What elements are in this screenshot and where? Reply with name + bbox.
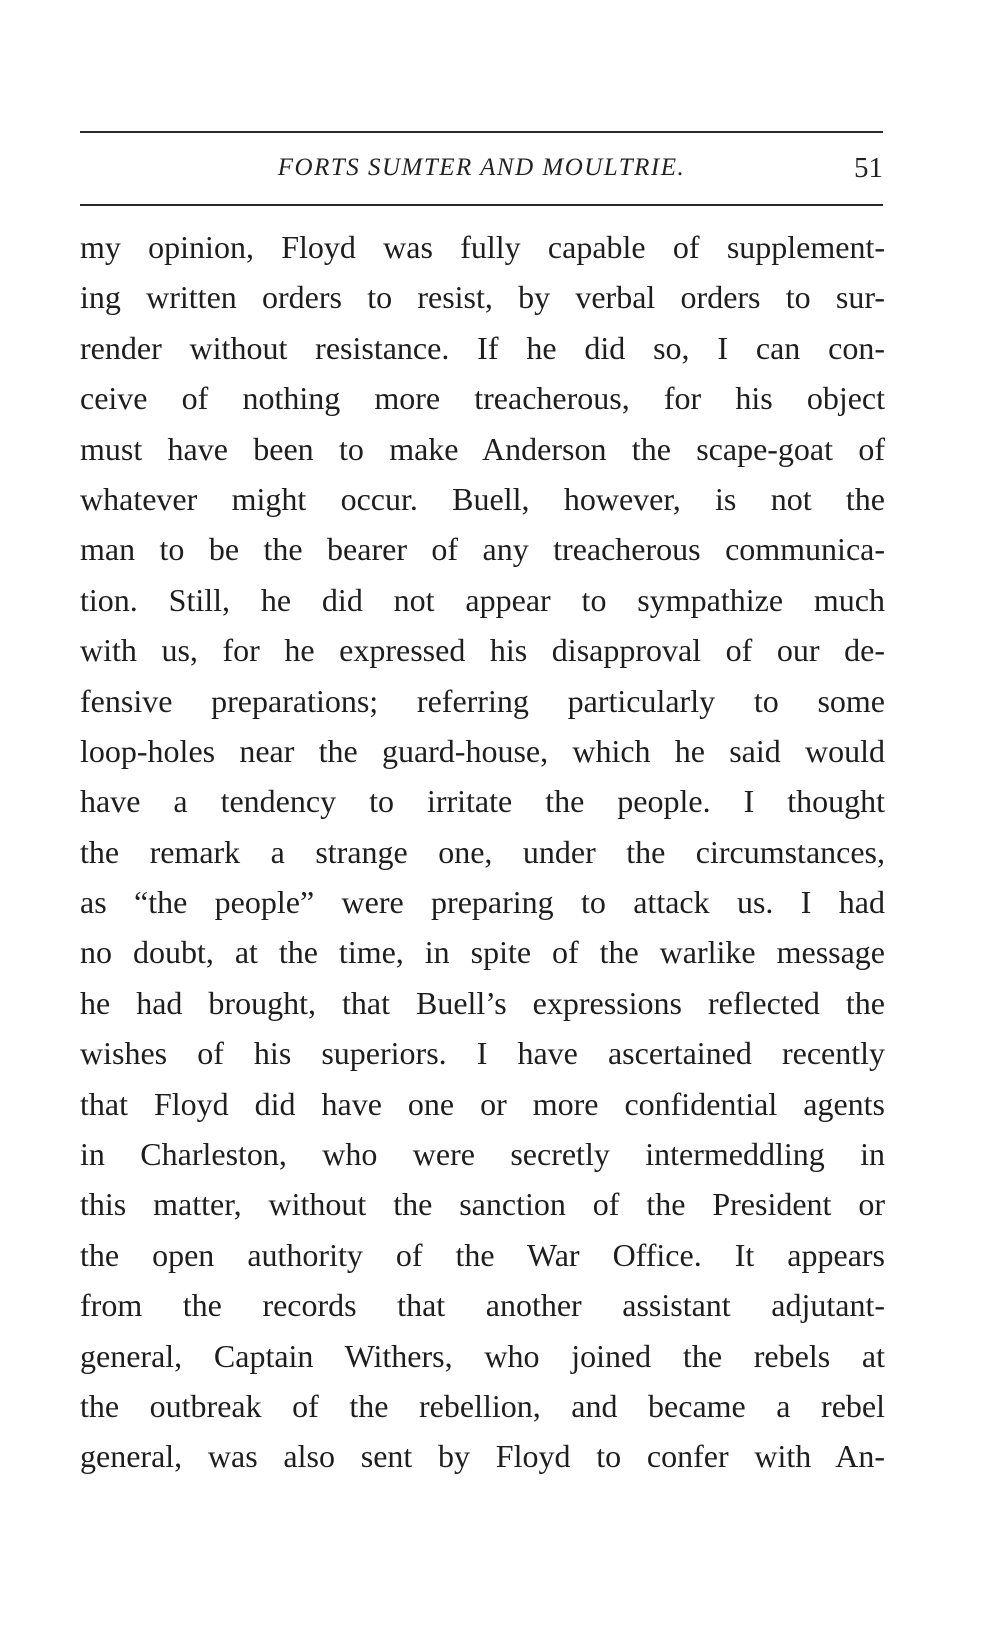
text-line: loop-holes near the guard-house, which he said would [80, 732, 885, 769]
text-line: must have been to make Anderson the scape-goat of [80, 430, 885, 467]
text-line: the outbreak of the rebellion, and became a rebel [80, 1387, 885, 1424]
running-head [80, 150, 883, 186]
running-title: FORTS SUMTER AND MOULTRIE. [277, 154, 686, 181]
text-line: the open authority of the War Office. It appears [80, 1236, 885, 1273]
text-line: the remark a strange one, under the circumstances, [80, 833, 885, 870]
body-text [80, 222, 885, 1482]
text-line: ceive of nothing more treacherous, for his object [80, 380, 885, 417]
header-bottom-rule [80, 204, 883, 206]
text-line: render without resistance. If he did so, I can con- [80, 329, 885, 366]
text-line: with us, for he expressed his disapproval of our de- [80, 632, 885, 669]
page-number: 51 [854, 152, 883, 184]
text-line: whatever might occur. Buell, however, is not the [80, 480, 885, 517]
text-line: from the records that another assistant adjutant- [80, 1287, 885, 1324]
text-line: no doubt, at the time, in spite of the warlike message [80, 934, 885, 971]
text-line: fensive preparations; referring particularly to some [80, 682, 885, 719]
text-line: that Floyd did have one or more confidential agents [80, 1085, 885, 1122]
text-line: my opinion, Floyd was fully capable of supplement- [80, 229, 885, 265]
header-top-rule [80, 131, 883, 133]
text-line: he had brought, that Buell’s expressions reflected the [80, 984, 885, 1021]
text-line: ing written orders to resist, by verbal orders to sur- [80, 279, 885, 316]
text-line: general, Captain Withers, who joined the rebels at [80, 1337, 885, 1374]
text-line: in Charleston, who were secretly intermeddling in [80, 1136, 885, 1173]
text-line: have a tendency to irritate the people. I thought [80, 783, 885, 820]
text-line: tion. Still, he did not appear to sympathize much [80, 581, 885, 618]
text-line: as “the people” were preparing to attack us. I had [80, 884, 885, 921]
text-line: wishes of his superiors. I have ascertained recently [80, 1035, 885, 1072]
text-line: general, was also sent by Floyd to confer with An- [80, 1438, 885, 1475]
text-line: man to be the bearer of any treacherous communica- [80, 531, 885, 568]
text-line: this matter, without the sanction of the President or [80, 1186, 885, 1223]
